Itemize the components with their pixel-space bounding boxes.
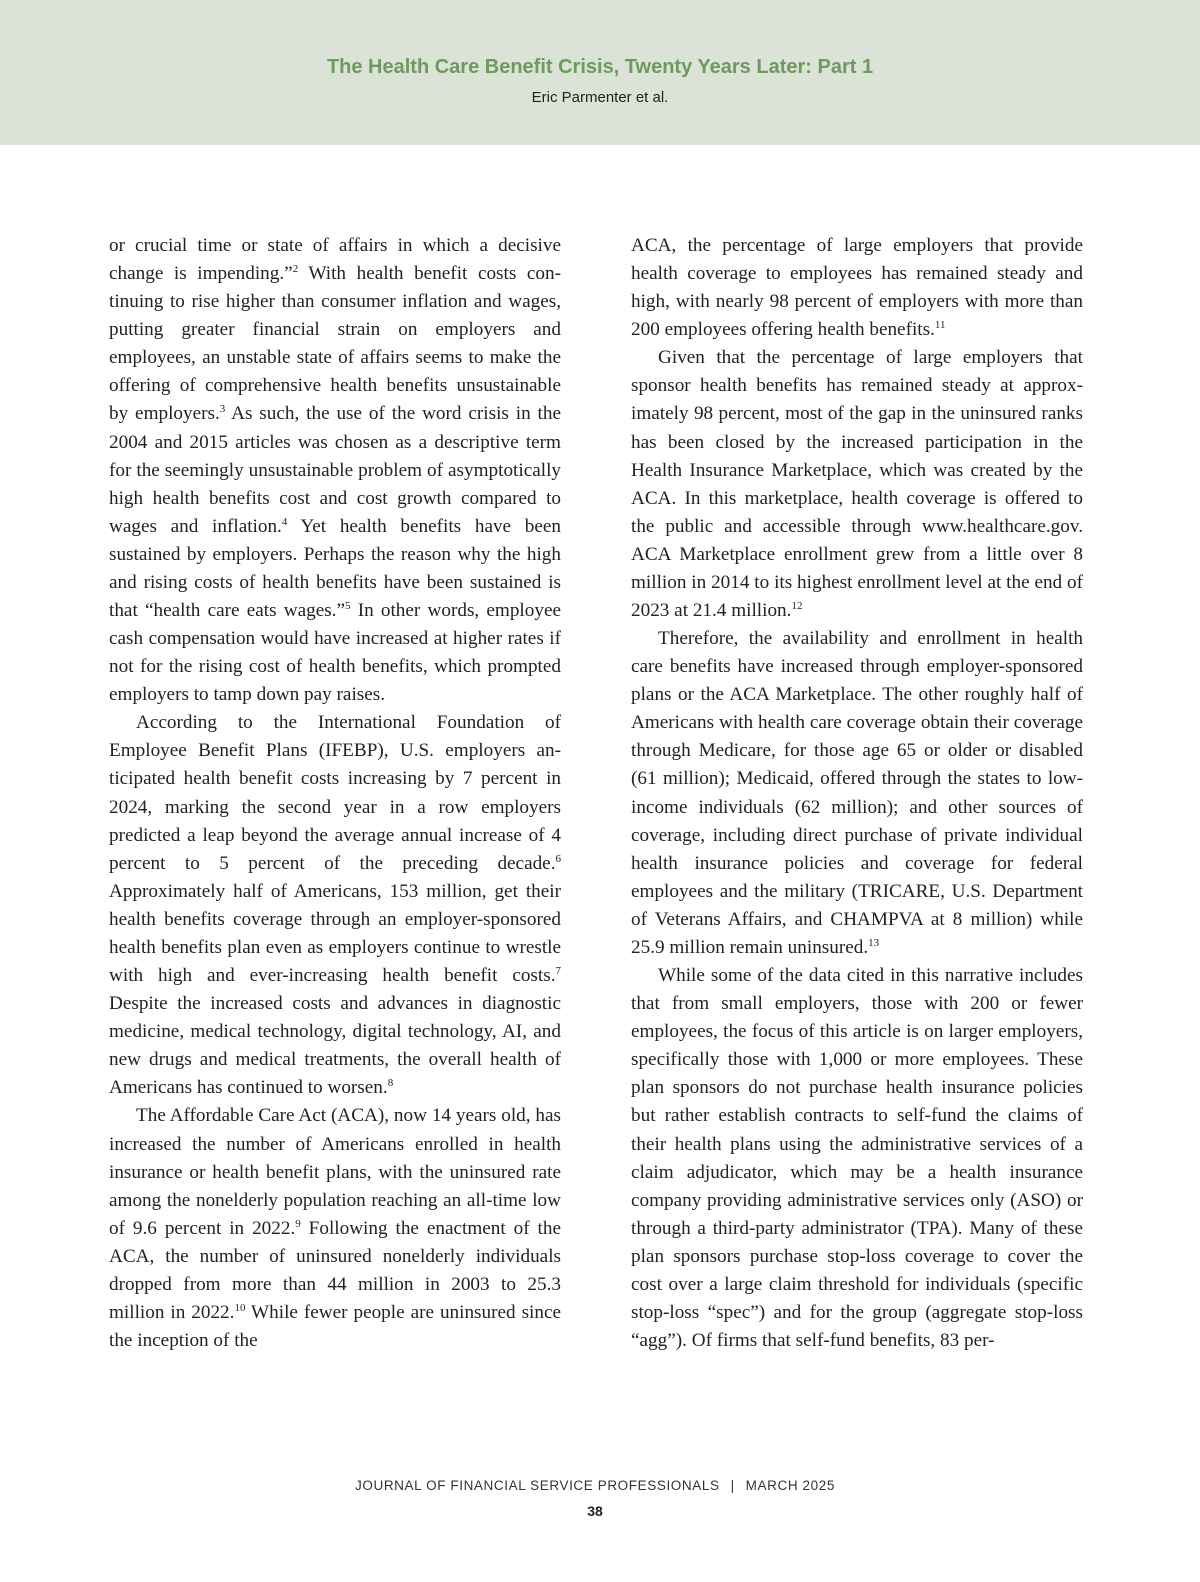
paragraph bbox=[109, 1102, 561, 1355]
text-run: Despite the increased costs and advances in diagnostic medicine, medical technology, digital technology, AI, and new drugs and medical treatments, the overall health of Americans has continued to worsen. bbox=[109, 993, 561, 1099]
text-run: Following the enactment of the ACA, the number of uninsured nonelderly individuals dropped from more than 44 million in 2003 to 25.3 million in 2022. bbox=[109, 1217, 561, 1323]
footnote-ref: 13 bbox=[868, 936, 880, 949]
article-authors: Eric Parmenter et al. bbox=[531, 89, 669, 106]
journal-name: JOURNAL OF FINANCIAL SERVICE PROFESSIONALS bbox=[355, 1478, 720, 1493]
paragraph bbox=[631, 962, 1083, 1355]
footnote-ref: 8 bbox=[387, 1077, 394, 1090]
text-run: Therefore, the availability and enrollment in health care benefits have increased through employer-sponsored plans or the ACA Marketplace. The other roughly half of Americans with health care coverage obtain their coverage through Medicare, for those age 65 or older or disabled (61 million); Medicaid, offered through the states to low-income individuals (62 million); and other sources of coverage, including direct purchase of private individual health insurance policies and coverage for federal employees and the military (TRICARE, U.S. Department of Veterans Affairs, and CHAMPVA at 8 million) while 25.9 million remain uninsured. bbox=[631, 628, 1083, 958]
article-title: The Health Care Benefit Crisis, Twenty Years Later: Part 1 bbox=[326, 56, 874, 78]
footnote-ref: 4 bbox=[281, 515, 288, 528]
text-run: or crucial time or state of affairs in which a decisive change is impending.” bbox=[109, 235, 561, 285]
text-run: The Affordable Care Act (ACA), now 14 years old, has increased the number of Americans enrolled in health insurance or health benefit plans, with the uninsured rate among the nonelderly population reaching an all-time low of 9.6 percent in 2022. bbox=[109, 1105, 561, 1239]
footnote-ref: 6 bbox=[555, 852, 561, 865]
paragraph bbox=[109, 232, 561, 709]
footnote-ref: 11 bbox=[934, 319, 946, 332]
footnote-ref: 9 bbox=[295, 1217, 301, 1230]
text-run: With health benefit costs continuing to rise higher than consumer inflation and wages, putting greater financial strain on employers and employees, an unstable state of affairs seems to make the offering of comprehensive health benefits unsustainable by employers. bbox=[109, 263, 561, 425]
footer-journal-line bbox=[0, 1478, 1190, 1493]
text-run: Yet health benefits have been sustained by employers. Perhaps the reason why the high and rising costs of health benefits have been sustained is that “health care eats wages.” bbox=[109, 515, 561, 622]
left-column bbox=[109, 232, 561, 1355]
issue-date: MARCH 2025 bbox=[745, 1478, 835, 1493]
text-run: In other words, employee cash compensation would have increased at higher rates if not for the rising cost of health benefits, which prompted employers to tamp down pay raises. bbox=[109, 600, 561, 706]
footer-separator: | bbox=[730, 1478, 735, 1493]
text-run: As such, the use of the word crisis in the 2004 and 2015 articles was chosen as a descriptive term for the seemingly unsustainable problem of asymptotically high health benefits cost and cost growth compared to wages and inflation. bbox=[109, 403, 561, 537]
text-run: While fewer people are uninsured since the inception of the bbox=[109, 1301, 561, 1352]
footnote-ref: 5 bbox=[345, 600, 351, 613]
footnote-ref: 10 bbox=[234, 1301, 246, 1314]
text-run: Given that the percentage of large employers that sponsor health benefits has remained steady at approximately 98 percent, most of the gap in the uninsured ranks has been closed by the increased participation in the Health Insurance Marketplace, which was created by the ACA. In this marketplace, health coverage is offered to the public and accessible through www.healthcare.gov. ACA Marketplace enrollment grew from a little over 8 million in 2014 to its highest enrollment level at the end of 2023 at 21.4 million. bbox=[631, 347, 1083, 622]
footnote-ref: 12 bbox=[791, 600, 803, 613]
paragraph bbox=[631, 344, 1083, 625]
text-run: According to the International Foundation of Employee Benefit Plans (IFEBP), U.S. employers anticipated health benefit costs increasing by 7 percent in 2024, marking the second year in a row employers predicted a leap beyond the average annual increase of 4 percent to 5 percent of the preceding decade. bbox=[109, 712, 561, 874]
footnote-ref: 7 bbox=[555, 965, 561, 978]
paragraph bbox=[109, 709, 561, 1102]
paragraph bbox=[631, 232, 1083, 344]
footnote-ref: 2 bbox=[292, 263, 299, 276]
footnote-ref: 3 bbox=[219, 403, 226, 416]
running-header bbox=[0, 0, 1200, 145]
page-number: 38 bbox=[587, 1503, 603, 1519]
text-run: Approximately half of Americans, 153 million, get their health benefits coverage through an employer-sponsored health benefits plan even as employers continue to wrestle with high and ever-increasing health benefit costs. bbox=[109, 880, 561, 987]
text-run: ACA, the percentage of large employers that provide health coverage to employees has remained steady and high, with nearly 98 percent of employers with more than 200 employees offering health benefits. bbox=[631, 235, 1083, 341]
paragraph bbox=[631, 625, 1083, 962]
right-column bbox=[631, 232, 1083, 1355]
text-run: While some of the data cited in this narrative includes that from small employers, those with 200 or fewer employees, the focus of this article is on larger employers, specifically those with 1,000 or more employees. These plan sponsors do not purchase health insurance policies but rather establish contracts to self-fund the claims of their health plans using the administrative services of a claim adjudicator, which may be a health insurance company providing administrative services only (ASO) or through a third-party administrator (TPA). Many of these plan sponsors purchase stop-loss coverage to cover the cost over a large claim threshold for individuals (specific stop-loss “spec”) and for the group (aggregate stop-loss “agg”). Of firms that self-fund benefits, 83 per- bbox=[631, 965, 1083, 1352]
